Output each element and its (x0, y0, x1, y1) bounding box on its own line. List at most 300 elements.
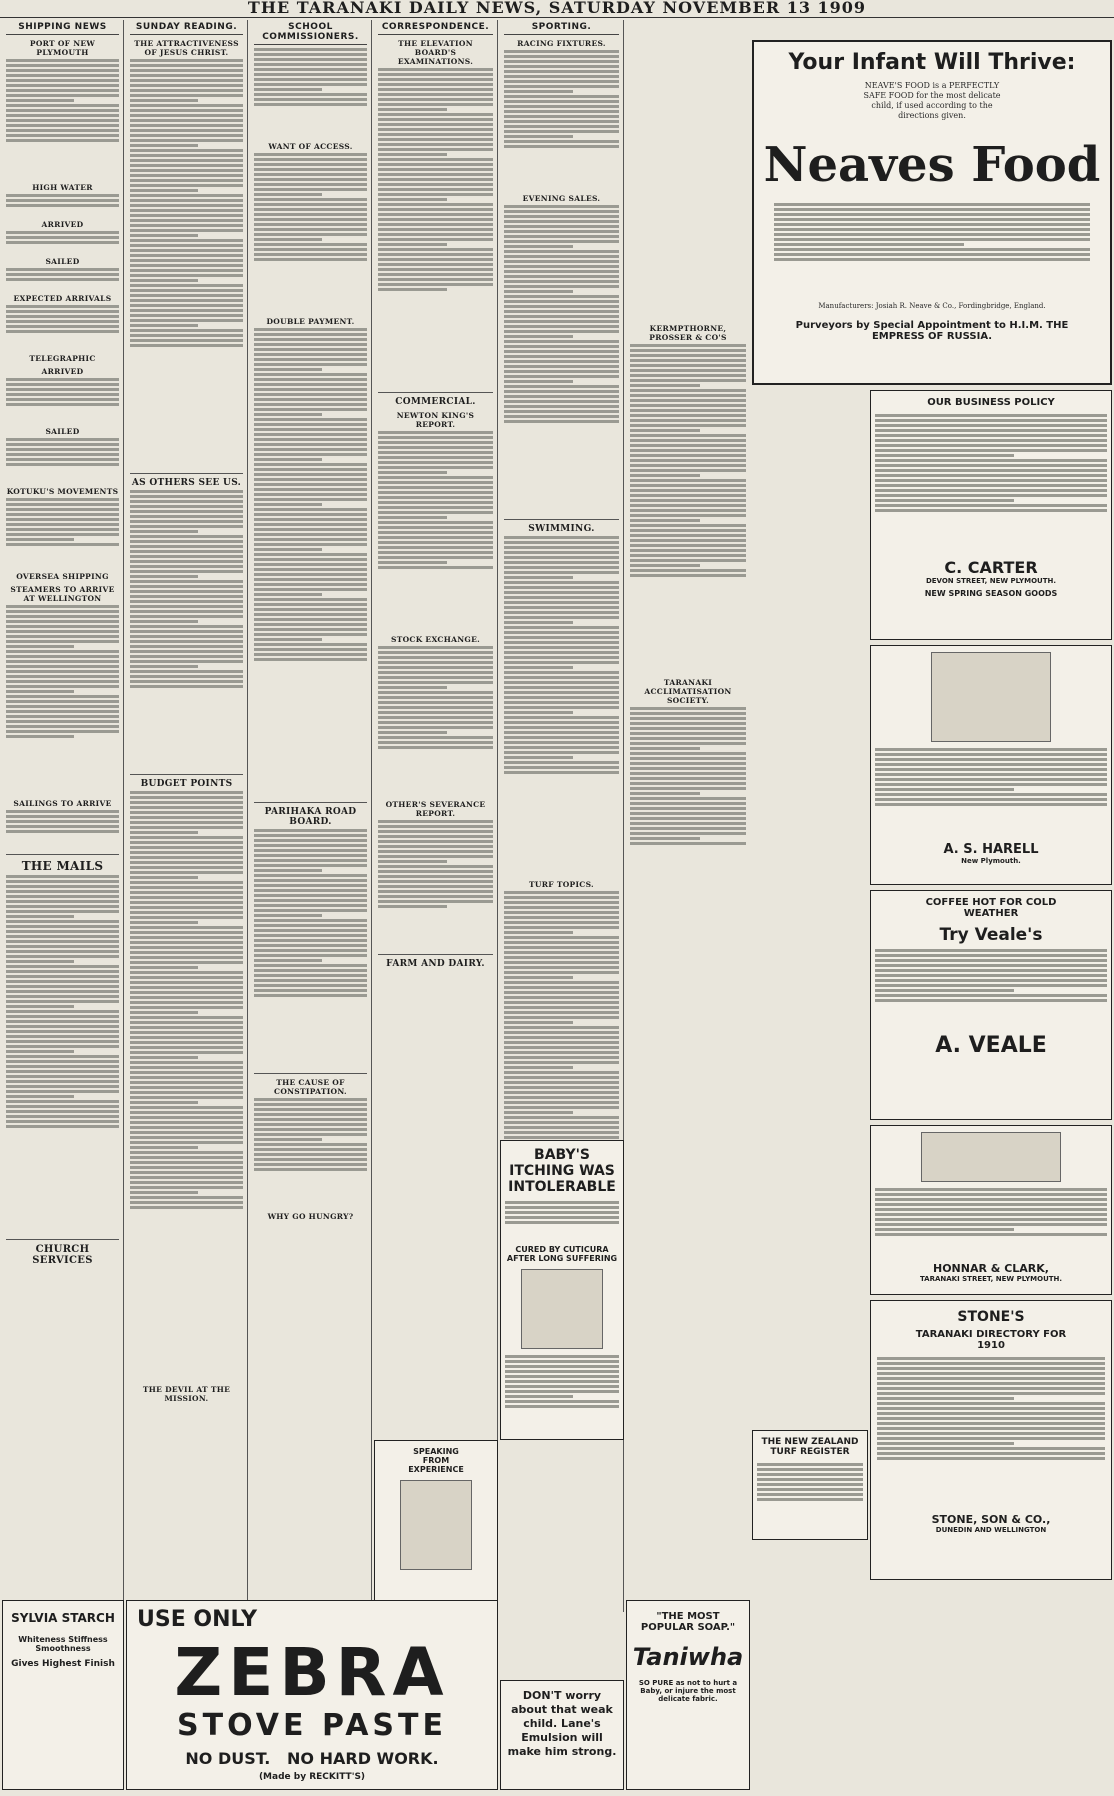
text-line (504, 1126, 619, 1129)
text-line (6, 650, 119, 653)
sub-heading: NEWTON KING'S REPORT. (396, 411, 475, 429)
text-line (504, 961, 619, 964)
text-line (877, 1437, 1105, 1440)
text-line (875, 429, 1107, 432)
text-line (378, 248, 493, 251)
text-line (254, 158, 367, 161)
text-line (875, 504, 1107, 507)
text-line (254, 598, 367, 601)
text-line (877, 1397, 1014, 1400)
text-line (130, 144, 198, 147)
text-line (130, 1201, 243, 1204)
lanes-emulsion-ad (500, 1680, 624, 1790)
text-line (6, 94, 119, 97)
text-line (504, 591, 619, 594)
text-line (130, 896, 243, 899)
text-line (504, 95, 619, 98)
text-line (130, 1206, 243, 1209)
text-line (130, 334, 243, 337)
text-line (875, 1188, 1107, 1191)
text-line (875, 1198, 1107, 1201)
text-line (254, 258, 367, 261)
text-line (6, 84, 119, 87)
text-line (630, 429, 700, 432)
text-line (130, 881, 243, 884)
text-line (254, 949, 367, 952)
text-line (254, 1168, 367, 1171)
text-line (254, 528, 367, 531)
text-line (378, 243, 447, 246)
text-line (130, 239, 243, 242)
text-line (6, 950, 119, 953)
text-line (504, 395, 619, 398)
text-line (504, 340, 619, 343)
text-line (6, 109, 119, 112)
text-line (254, 959, 322, 962)
text-line (504, 641, 619, 644)
text-line (505, 1400, 619, 1403)
text-line (504, 285, 619, 288)
sylvia-starch-ad (2, 1600, 124, 1790)
text-line (130, 846, 243, 849)
text-line (6, 1110, 119, 1113)
text-line (254, 403, 367, 406)
text-line (6, 199, 119, 202)
text-line (130, 630, 243, 633)
text-line (877, 1442, 1014, 1445)
text-line (130, 490, 243, 493)
text-line (130, 1026, 243, 1029)
text-line (254, 1163, 367, 1166)
text-line (504, 205, 619, 208)
text-line (504, 130, 619, 133)
text-line (6, 905, 119, 908)
text-line (378, 466, 493, 469)
text-line (130, 876, 198, 879)
text-line (875, 509, 1107, 512)
text-line (378, 476, 493, 479)
text-line (130, 610, 243, 613)
text-line (378, 133, 493, 136)
text-line (6, 725, 119, 728)
text-line (130, 214, 243, 217)
text-line (630, 359, 746, 362)
text-line (6, 955, 119, 958)
text-line (6, 518, 119, 521)
text-line (254, 163, 367, 166)
text-line (504, 586, 619, 589)
text-line (875, 984, 1107, 987)
text-line (875, 474, 1107, 477)
text-line (254, 543, 367, 546)
brand-name: ZEBRA (174, 1634, 450, 1711)
text-line (130, 104, 243, 107)
text-line (504, 225, 619, 228)
text-line (130, 1101, 198, 1104)
store-place: TARANAKI STREET, NEW PLYMOUTH. (919, 1275, 1063, 1283)
text-line (505, 1370, 619, 1373)
sub-heading: FARM AND DAIRY. (386, 959, 485, 969)
text-line (378, 253, 493, 256)
text-line (630, 802, 746, 805)
text-line (378, 506, 493, 509)
text-line (504, 906, 619, 909)
column-heading: SPORTING. (504, 20, 619, 35)
text-line (254, 468, 367, 471)
text-line (6, 980, 119, 983)
text-line (130, 585, 243, 588)
text-line (254, 398, 367, 401)
text-line (378, 905, 447, 908)
text-line (254, 889, 367, 892)
ad-headline: NEW SPRING SEASON GOODS (924, 589, 1058, 598)
text-line (378, 208, 493, 211)
text-line (378, 845, 493, 848)
text-line (6, 615, 119, 618)
sub-heading: THE MAILS (21, 859, 104, 873)
column-correspondence (374, 20, 498, 1612)
text-line (254, 233, 367, 236)
text-line (504, 240, 619, 243)
text-line (254, 383, 367, 386)
column-sunday-reading (126, 20, 248, 1612)
text-line (378, 566, 493, 569)
text-line (504, 300, 619, 303)
text-line (504, 375, 619, 378)
text-line (504, 1066, 573, 1069)
text-line (378, 203, 493, 206)
text-line (130, 926, 243, 929)
text-line (6, 383, 119, 386)
text-line (504, 110, 619, 113)
text-line (6, 975, 119, 978)
text-line (254, 503, 322, 506)
text-line (130, 319, 243, 322)
text-line (378, 108, 447, 111)
text-line (505, 1375, 619, 1378)
text-line (378, 198, 447, 201)
text-line (254, 844, 367, 847)
text-line (6, 990, 119, 993)
text-line (254, 328, 367, 331)
text-line (6, 543, 119, 546)
text-line (6, 680, 119, 683)
stones-directory-ad (870, 1300, 1112, 1580)
text-line (130, 791, 243, 794)
text-line (630, 717, 746, 720)
text-line (254, 498, 367, 501)
text-line (378, 128, 493, 131)
text-line (504, 991, 619, 994)
text-line (254, 829, 367, 832)
text-line (254, 608, 367, 611)
text-line (630, 539, 746, 542)
text-line (630, 534, 746, 537)
text-line (130, 1076, 243, 1079)
text-line (877, 1362, 1105, 1365)
text-line (254, 1128, 367, 1131)
text-line (130, 871, 243, 874)
text-line (505, 1355, 619, 1358)
text-line (504, 966, 619, 969)
text-line (130, 284, 243, 287)
text-line (254, 929, 367, 932)
text-line (130, 1121, 243, 1124)
text-line (774, 223, 1090, 226)
text-line (378, 830, 493, 833)
text-line (6, 915, 74, 918)
text-line (254, 884, 367, 887)
column-advertisements (626, 20, 750, 1612)
text-line (130, 580, 243, 583)
text-line (254, 1153, 367, 1156)
text-line (378, 446, 493, 449)
text-line (504, 1071, 619, 1074)
text-line (6, 690, 74, 693)
text-line (877, 1402, 1105, 1405)
text-line (630, 752, 746, 755)
text-line (130, 936, 243, 939)
text-line (630, 459, 746, 462)
text-line (504, 716, 619, 719)
text-line (130, 1021, 243, 1024)
text-line (504, 686, 619, 689)
text-line (504, 746, 619, 749)
text-line (378, 278, 493, 281)
text-line (254, 1098, 367, 1101)
text-line (6, 268, 119, 271)
text-line (6, 1095, 74, 1098)
text-line (254, 909, 367, 912)
text-line (254, 984, 367, 987)
text-line (254, 388, 367, 391)
baby-itching-ad (500, 1140, 624, 1440)
text-line (504, 55, 619, 58)
text-line (877, 1382, 1105, 1385)
text-line (630, 509, 746, 512)
text-line (875, 803, 1107, 806)
text-line (6, 1000, 119, 1003)
text-line (378, 113, 493, 116)
text-line (254, 593, 322, 596)
text-line (378, 268, 493, 271)
text-line (6, 79, 119, 82)
text-line (378, 481, 493, 484)
text-line (630, 817, 746, 820)
text-line (6, 730, 119, 733)
text-line (254, 904, 367, 907)
text-line (254, 48, 367, 51)
text-line (130, 1096, 243, 1099)
text-line (130, 916, 243, 919)
text-line (504, 696, 619, 699)
text-line (378, 88, 493, 91)
text-line (6, 1030, 119, 1033)
text-line (505, 1405, 619, 1408)
text-line (630, 792, 700, 795)
text-line (254, 393, 367, 396)
text-line (378, 163, 493, 166)
text-line (254, 353, 367, 356)
text-line (254, 98, 367, 101)
text-line (504, 85, 619, 88)
text-line (378, 900, 493, 903)
text-line (630, 524, 746, 527)
text-line (254, 578, 367, 581)
text-line (378, 461, 493, 464)
text-line (875, 1228, 1014, 1231)
text-line (630, 732, 746, 735)
text-line (254, 1118, 367, 1121)
text-line (254, 1143, 367, 1146)
sub-heading: OVERSEA SHIPPING (16, 572, 109, 581)
text-line (505, 1201, 619, 1204)
text-line (875, 798, 1107, 801)
text-line (130, 69, 243, 72)
text-line (378, 671, 493, 674)
text-line (877, 1417, 1105, 1420)
text-line (254, 603, 367, 606)
text-line (130, 1171, 243, 1174)
text-line (504, 606, 619, 609)
text-line (378, 850, 493, 853)
text-line (130, 520, 243, 523)
text-line (504, 1021, 573, 1024)
text-line (504, 295, 619, 298)
text-line (504, 1121, 619, 1124)
text-line (875, 773, 1107, 776)
text-line (630, 409, 746, 412)
sub-heading: SWIMMING. (528, 524, 595, 534)
text-line (6, 885, 119, 888)
text-line (130, 665, 198, 668)
text-line (130, 901, 243, 904)
store-name: HONNAR & CLARK, (933, 1262, 1049, 1275)
text-line (6, 134, 119, 137)
text-line (505, 1206, 619, 1209)
text-line (504, 325, 619, 328)
text-line (505, 1365, 619, 1368)
text-line (378, 218, 493, 221)
text-line (130, 660, 243, 663)
text-line (630, 419, 746, 422)
text-line (504, 380, 573, 383)
text-line (504, 1136, 619, 1139)
text-line (254, 53, 367, 56)
text-line (130, 1156, 243, 1159)
business-policy-ad (870, 390, 1112, 640)
text-line (254, 899, 367, 902)
text-line (6, 1050, 74, 1053)
text-line (504, 65, 619, 68)
text-line (130, 525, 243, 528)
text-line (130, 339, 243, 342)
text-line (630, 519, 700, 522)
text-line (6, 910, 119, 913)
text-line (6, 273, 119, 276)
text-line (130, 1161, 243, 1164)
text-line (630, 494, 746, 497)
text-line (875, 783, 1107, 786)
text-line (378, 825, 493, 828)
text-line (130, 981, 243, 984)
text-line (130, 625, 243, 628)
text-line (504, 115, 619, 118)
text-line (877, 1407, 1105, 1410)
text-line (130, 1176, 243, 1179)
text-line (757, 1473, 863, 1476)
store-address: DEVON STREET, NEW PLYMOUTH. (925, 577, 1057, 585)
text-line (505, 1211, 619, 1214)
text-line (254, 103, 367, 106)
text-line (378, 178, 493, 181)
text-line (6, 69, 119, 72)
text-line (630, 742, 746, 745)
text-line (875, 459, 1107, 462)
text-line (130, 94, 243, 97)
text-line (378, 536, 493, 539)
text-line (504, 330, 619, 333)
ad-subheadline: CURED BY CUTICURA AFTER LONG SUFFERING (506, 1245, 618, 1263)
text-line (130, 114, 243, 117)
text-line (130, 806, 243, 809)
column-heading: SUNDAY READING. (130, 20, 243, 35)
text-line (378, 68, 493, 71)
text-line (504, 220, 619, 223)
text-line (6, 620, 119, 623)
text-line (378, 288, 447, 291)
text-line (875, 444, 1107, 447)
text-line (130, 134, 243, 137)
text-line (6, 715, 119, 718)
text-line (875, 979, 1107, 982)
sub-heading: RACING FIXTURES. (517, 39, 606, 48)
text-line (130, 1146, 198, 1149)
text-line (630, 727, 746, 730)
text-line (875, 989, 1014, 992)
text-line (254, 223, 367, 226)
text-line (6, 114, 119, 117)
text-line (130, 199, 243, 202)
text-line (254, 208, 367, 211)
text-line (130, 841, 243, 844)
text-line (504, 235, 619, 238)
text-line (875, 494, 1107, 497)
text-line (254, 348, 367, 351)
text-line (504, 621, 573, 624)
text-line (254, 218, 367, 221)
text-line (504, 706, 619, 709)
text-line (130, 279, 198, 282)
text-line (630, 757, 746, 760)
text-line (130, 1071, 243, 1074)
text-line (504, 901, 619, 904)
text-line (630, 389, 746, 392)
text-line (254, 193, 322, 196)
text-line (378, 511, 493, 514)
text-line (6, 720, 119, 723)
text-line (254, 874, 367, 877)
text-line (504, 385, 619, 388)
sub-heading: TARANAKI ACCLIMATISATION SOCIETY. (644, 678, 732, 705)
text-line (875, 1218, 1107, 1221)
text-line (254, 1158, 367, 1161)
text-line (254, 443, 367, 446)
text-line (254, 944, 367, 947)
text-line (6, 278, 119, 281)
text-line (630, 439, 746, 442)
text-line (378, 701, 493, 704)
